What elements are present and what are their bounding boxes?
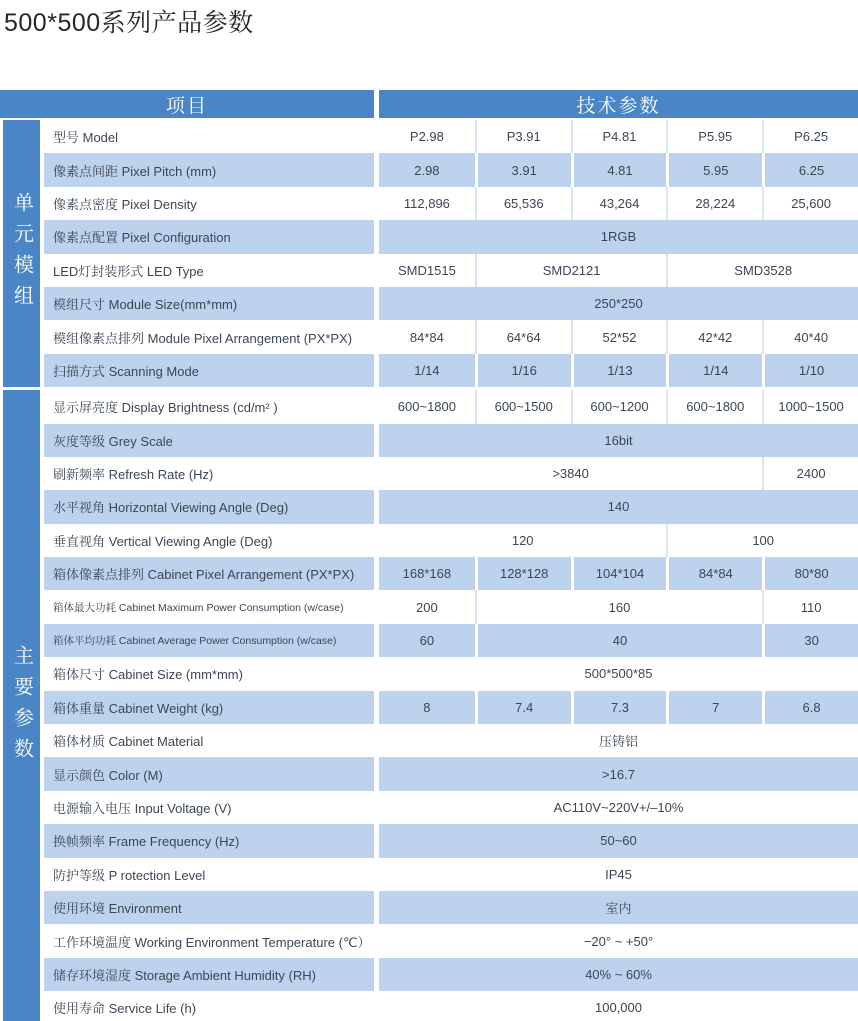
value-cell: 5.95 xyxy=(666,153,762,186)
value-cell: 600~1500 xyxy=(475,390,571,423)
spec-table xyxy=(0,90,858,1021)
spec-row xyxy=(44,153,858,186)
value-cell: 室内 xyxy=(379,891,858,924)
value-cell: 110 xyxy=(762,590,858,623)
row-values xyxy=(379,320,858,353)
spec-row xyxy=(44,187,858,220)
value-cell: 250*250 xyxy=(379,287,858,320)
value-cell: 200 xyxy=(379,590,475,623)
value-cell: 1000~1500 xyxy=(762,390,858,423)
spec-row xyxy=(44,691,858,724)
row-values xyxy=(379,187,858,220)
table-header xyxy=(0,90,858,118)
row-values xyxy=(379,824,858,857)
value-cell: 40*40 xyxy=(762,320,858,353)
value-cell: 500*500*85 xyxy=(379,657,858,690)
value-cell: 40 xyxy=(475,624,762,657)
value-cell: 84*84 xyxy=(666,557,762,590)
spec-row xyxy=(44,287,858,320)
value-cell: 25,600 xyxy=(762,187,858,220)
spec-row xyxy=(44,254,858,287)
value-cell: >16.7 xyxy=(379,757,858,790)
row-label: LED灯封装形式 LED Type xyxy=(44,254,374,287)
section-side-label-text: 主要参数 xyxy=(10,645,33,770)
row-values xyxy=(379,457,858,490)
value-cell: 52*52 xyxy=(571,320,667,353)
column-header-items: 项目 xyxy=(0,90,374,118)
row-label: 像素点间距 Pixel Pitch (mm) xyxy=(44,153,374,186)
value-cell: 6.25 xyxy=(762,153,858,186)
row-label: 箱体尺寸 Cabinet Size (mm*mm) xyxy=(44,657,374,690)
value-cell: 120 xyxy=(379,524,666,557)
value-cell: 40% ~ 60% xyxy=(379,958,858,991)
value-cell: 600~1800 xyxy=(666,390,762,423)
value-cell: 28,224 xyxy=(666,187,762,220)
row-label: 像素点配置 Pixel Configuration xyxy=(44,220,374,253)
row-values xyxy=(379,791,858,824)
row-label: 使用寿命 Service Life (h) xyxy=(44,991,374,1021)
row-label: 模组尺寸 Module Size(mm*mm) xyxy=(44,287,374,320)
row-values xyxy=(379,354,858,387)
value-cell: 600~1800 xyxy=(379,390,475,423)
row-label: 箱体平均功耗 Cabinet Average Power Consumption (w/case) xyxy=(44,624,374,657)
value-cell: 84*84 xyxy=(379,320,475,353)
spec-row xyxy=(44,824,858,857)
row-label: 水平视角 Horizontal Viewing Angle (Deg) xyxy=(44,490,374,523)
section-side-label xyxy=(3,120,40,387)
row-label: 显示屏亮度 Display Brightness (cd/m² ) xyxy=(44,390,374,423)
value-cell: 3.91 xyxy=(475,153,571,186)
row-label: 箱体最大功耗 Cabinet Maximum Power Consumption (w/case) xyxy=(44,590,374,623)
value-cell: 104*104 xyxy=(571,557,667,590)
row-values xyxy=(379,490,858,523)
row-values xyxy=(379,153,858,186)
value-cell: 1/14 xyxy=(666,354,762,387)
table-section-1 xyxy=(0,390,858,1021)
value-cell: IP45 xyxy=(379,858,858,891)
spec-row xyxy=(44,624,858,657)
section-side-label xyxy=(3,390,40,1021)
value-cell: 7.3 xyxy=(571,691,667,724)
spec-row xyxy=(44,320,858,353)
spec-row xyxy=(44,490,858,523)
row-values xyxy=(379,120,858,153)
value-cell: 2400 xyxy=(762,457,858,490)
spec-row xyxy=(44,590,858,623)
row-values xyxy=(379,891,858,924)
spec-row xyxy=(44,791,858,824)
value-cell: P6.25 xyxy=(762,120,858,153)
value-cell: P3.91 xyxy=(475,120,571,153)
value-cell: 30 xyxy=(762,624,858,657)
row-label: 工作环境温度 Working Environment Temperature (℃） xyxy=(44,924,374,957)
value-cell: 100 xyxy=(666,524,858,557)
value-cell: −20° ~ +50° xyxy=(379,924,858,957)
row-label: 灰度等级 Grey Scale xyxy=(44,424,374,457)
row-values xyxy=(379,557,858,590)
row-values xyxy=(379,590,858,623)
value-cell: 160 xyxy=(475,590,762,623)
row-label: 储存环境湿度 Storage Ambient Humidity (RH) xyxy=(44,958,374,991)
value-cell: P2.98 xyxy=(379,120,475,153)
row-values xyxy=(379,858,858,891)
value-cell: 压铸铝 xyxy=(379,724,858,757)
row-label: 显示颜色 Color (M) xyxy=(44,757,374,790)
spec-row xyxy=(44,757,858,790)
value-cell: 600~1200 xyxy=(571,390,667,423)
row-values xyxy=(379,424,858,457)
row-label: 刷新频率 Refresh Rate (Hz) xyxy=(44,457,374,490)
section-rows xyxy=(44,120,858,387)
value-cell: 4.81 xyxy=(571,153,667,186)
row-values xyxy=(379,924,858,957)
row-label: 垂直视角 Vertical Viewing Angle (Deg) xyxy=(44,524,374,557)
value-cell: 1/10 xyxy=(762,354,858,387)
row-values xyxy=(379,691,858,724)
row-label: 使用环境 Environment xyxy=(44,891,374,924)
value-cell: 112,896 xyxy=(379,187,475,220)
table-body xyxy=(0,120,858,1021)
spec-row xyxy=(44,390,858,423)
spec-row xyxy=(44,524,858,557)
value-cell: >3840 xyxy=(379,457,762,490)
spec-row xyxy=(44,724,858,757)
column-header-params: 技术参数 xyxy=(379,90,858,118)
value-cell: 128*128 xyxy=(475,557,571,590)
value-cell: 65,536 xyxy=(475,187,571,220)
spec-row xyxy=(44,424,858,457)
value-cell: 2.98 xyxy=(379,153,475,186)
value-cell: 43,264 xyxy=(571,187,667,220)
value-cell: 1/14 xyxy=(379,354,475,387)
spec-row xyxy=(44,220,858,253)
section-side-label-text: 单元模组 xyxy=(10,191,33,316)
spec-row xyxy=(44,924,858,957)
value-cell: 140 xyxy=(379,490,858,523)
value-cell: SMD3528 xyxy=(666,254,858,287)
row-label: 箱体像素点排列 Cabinet Pixel Arrangement (PX*PX) xyxy=(44,557,374,590)
spec-row xyxy=(44,354,858,387)
value-cell: 64*64 xyxy=(475,320,571,353)
row-label: 型号 Model xyxy=(44,120,374,153)
page-title: 500*500系列产品参数 xyxy=(4,9,254,37)
row-values xyxy=(379,724,858,757)
value-cell: 7 xyxy=(666,691,762,724)
value-cell: 8 xyxy=(379,691,475,724)
value-cell: SMD2121 xyxy=(475,254,667,287)
row-label: 像素点密度 Pixel Density xyxy=(44,187,374,220)
spec-row xyxy=(44,991,858,1021)
row-label: 扫描方式 Scanning Mode xyxy=(44,354,374,387)
row-values xyxy=(379,958,858,991)
row-values xyxy=(379,287,858,320)
spec-row xyxy=(44,557,858,590)
value-cell: 100,000 xyxy=(379,991,858,1021)
value-cell: P4.81 xyxy=(571,120,667,153)
value-cell: 168*168 xyxy=(379,557,475,590)
value-cell: 1RGB xyxy=(379,220,858,253)
row-values xyxy=(379,524,858,557)
value-cell: 60 xyxy=(379,624,475,657)
spec-row xyxy=(44,657,858,690)
spec-row xyxy=(44,958,858,991)
row-label: 防护等级 P rotection Level xyxy=(44,858,374,891)
row-values xyxy=(379,657,858,690)
value-cell: SMD1515 xyxy=(379,254,475,287)
spec-row xyxy=(44,120,858,153)
spec-row xyxy=(44,457,858,490)
spec-row xyxy=(44,858,858,891)
value-cell: 80*80 xyxy=(762,557,858,590)
value-cell: AC110V~220V+/–10% xyxy=(379,791,858,824)
value-cell: 50~60 xyxy=(379,824,858,857)
value-cell: 1/13 xyxy=(571,354,667,387)
value-cell: P5.95 xyxy=(666,120,762,153)
row-values xyxy=(379,220,858,253)
value-cell: 42*42 xyxy=(666,320,762,353)
row-label: 电源输入电压 Input Voltage (V) xyxy=(44,791,374,824)
row-label: 箱体重量 Cabinet Weight (kg) xyxy=(44,691,374,724)
row-values xyxy=(379,390,858,423)
value-cell: 16bit xyxy=(379,424,858,457)
spec-row xyxy=(44,891,858,924)
row-values xyxy=(379,624,858,657)
value-cell: 7.4 xyxy=(475,691,571,724)
row-label: 模组像素点排列 Module Pixel Arrangement (PX*PX) xyxy=(44,320,374,353)
value-cell: 1/16 xyxy=(475,354,571,387)
row-label: 换帧频率 Frame Frequency (Hz) xyxy=(44,824,374,857)
row-values xyxy=(379,991,858,1021)
value-cell: 6.8 xyxy=(762,691,858,724)
table-section-0 xyxy=(0,120,858,387)
section-rows xyxy=(44,390,858,1021)
row-values xyxy=(379,254,858,287)
row-label: 箱体材质 Cabinet Material xyxy=(44,724,374,757)
row-values xyxy=(379,757,858,790)
